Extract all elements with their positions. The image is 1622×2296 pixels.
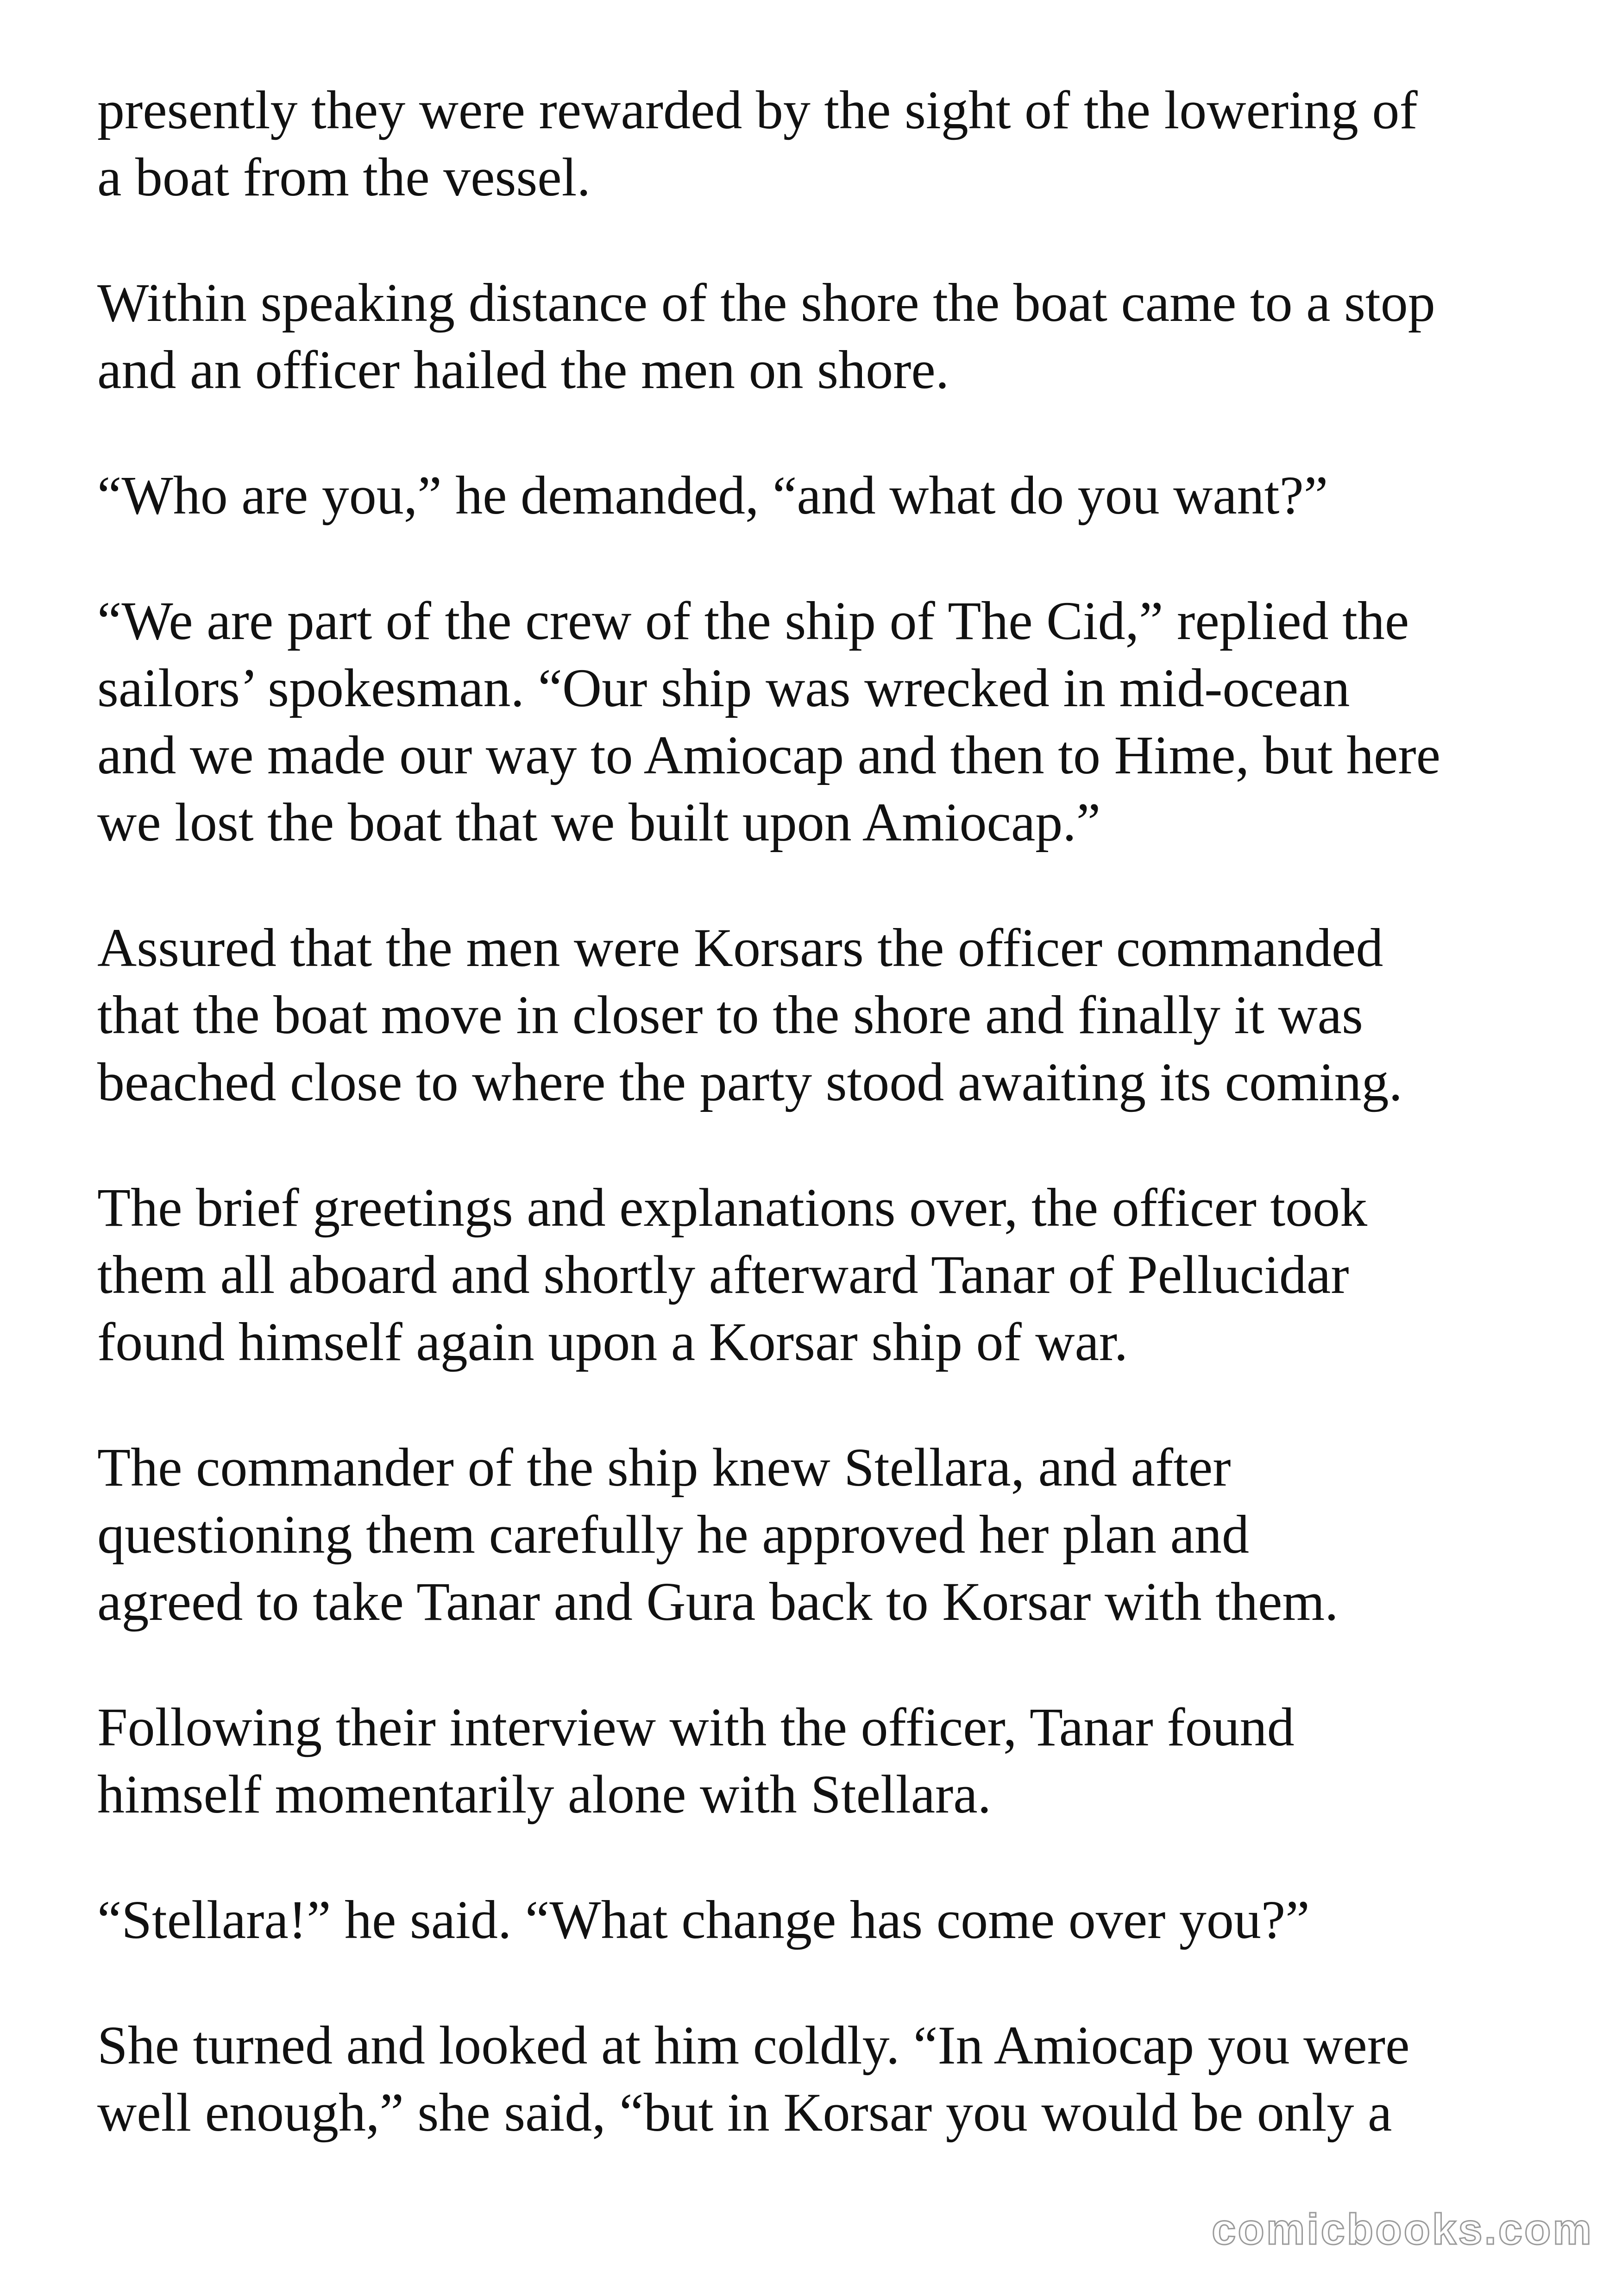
paragraph: presently they were rewarded by the sight of the lowering of a boat from the vessel. xyxy=(97,80,1418,207)
paragraph: “Stellara!” he said. “What change has come over you?” xyxy=(97,1889,1310,1950)
paragraph: The brief greetings and explanations over, the officer took them all aboard and shortly afterward Tanar of Pellucidar found himself again upon a Korsar ship of war. xyxy=(97,1177,1368,1372)
body-text xyxy=(97,76,1547,2204)
paragraph: Following their interview with the officer, Tanar found himself momentarily alone with Stellara. xyxy=(97,1697,1295,1825)
paragraph: “We are part of the crew of the ship of The Cid,” replied the sailors’ spokesman. “Our ship was wrecked in mid-ocean and we made our way to Amiocap and then to Hime, but here we lost the boat that we built upon Amiocap.” xyxy=(97,590,1440,853)
paragraph: Assured that the men were Korsars the officer commanded that the boat move in closer to the shore and finally it was beached close to where the party stood awaiting its coming. xyxy=(97,917,1403,1112)
watermark: comicbooks.com xyxy=(1212,2205,1593,2253)
paragraph: Within speaking distance of the shore the boat came to a stop and an officer hailed the men on shore. xyxy=(97,272,1435,400)
paragraph: The commander of the ship knew Stellara, and after questioning them carefully he approved her plan and agreed to take Tanar and Gura back to Korsar with them. xyxy=(97,1437,1339,1632)
paragraph: “Who are you,” he demanded, “and what do you want?” xyxy=(97,465,1328,526)
paragraph: She turned and looked at him coldly. “In Amiocap you were well enough,” she said, “but in Korsar you would be only a xyxy=(97,2015,1410,2143)
